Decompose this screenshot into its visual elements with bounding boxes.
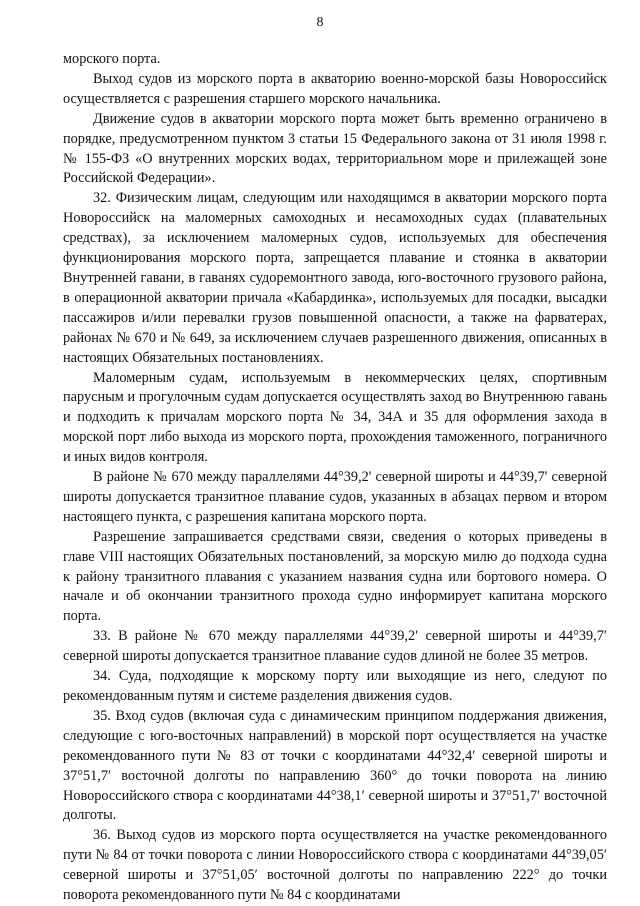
paragraph: Выход судов из морского порта в акваторию военно-морской базы Новороссийск осуществляется с разрешения старшего морского начальника. [63,70,607,107]
paragraph-item-36: 36. Выход судов из морского порта осуществляется на участке рекомендованного пути № 84 от точки поворота с линии Новороссийского створа с координатами 44°39,05′ северной широты и 37°51,05′ восточной долготы по направлению 222° до точки поворота рекомендованного пути № 84 с координатами [63,827,607,904]
paragraph: Маломерным судам, используемым в некоммерческих целях, спортивным парусным и прогулочным судам допускается осуществлять заход во Внутреннюю гавань и подходить к причалам морского порта № 34, 34А и 35 для оформления захода в морской порт либо выхода из морского порта, прохождения таможенного, пограничного и иных видов контроля. [63,369,607,466]
paragraph: Разрешение запрашивается средствами связи, сведения о которых приведены в главе VIII настоящих Обязательных постановлений, за морскую милю до подхода судна к району транзитного плавания с указанием названия судна или бортового номера. О начале и об окончании транзитного прохода судно информирует капитана морского порта. [63,528,607,625]
paragraph: Движение судов в акватории морского порта может быть временно ограничено в порядке, предусмотренном пунктом 3 статьи 15 Федерального закона от 31 июля 1998 г. № 155-ФЗ «О внутренних морских водах, территориальном море и прилежащей зоне Российской Федерации». [63,110,607,187]
body-text [63,50,607,906]
page-number: 8 [316,15,324,30]
paragraph-item-35: 35. Вход судов (включая суда с динамическим принципом поддержания движения, следующие с юго-восточных направлений) в морской порт осуществляется на участке рекомендованного пути № 83 от точки с координатами 44°32,4′ северной широты и 37°51,7′ восточной долготы по направлению 360° до точки поворота на линию Новороссийского створа с координатами 44°38,1′ северной широты и 37°51,7′ восточной долготы. [63,707,607,824]
paragraph-continuation: морского порта. [63,51,161,67]
paragraph: В районе № 670 между параллелями 44°39,2' северной широты и 44°39,7' северной широты допускается транзитное плавание судов, указанных в абзацах первом и втором настоящего пункта, с разрешения капитана морского порта. [63,469,607,525]
paragraph-item-34: 34. Суда, подходящие к морскому порту или выходящие из него, следуют по рекомендованным путям и системе разделения движения судов. [63,668,607,704]
paragraph-item-32: 32. Физическим лицам, следующим или находящимся в акватории морского порта Новороссийск на маломерных самоходных и несамоходных судах (плавательных средствах), за исключением маломерных судов, используемых для обеспечения функционирования морского порта, запрещается плавание и стоянка в акватории Внутренней гавани, в гаванях судоремонтного завода, юго-восточного грузового района, в операционной акватории причала «Кабардинка», используемых для посадки, высадки пассажиров и/или перевалки грузов повышенной опасности, а также на фарватерах, районах № 670 и № 649, за исключением случаев разрешенного движения, описанных в настоящих Обязательных постановлениях. [63,190,607,366]
paragraph-item-33: 33. В районе № 670 между параллелями 44°39,2′ северной широты и 44°39,7′ северной широты допускается транзитное плавание судов длиной не более 35 метров. [63,628,607,665]
